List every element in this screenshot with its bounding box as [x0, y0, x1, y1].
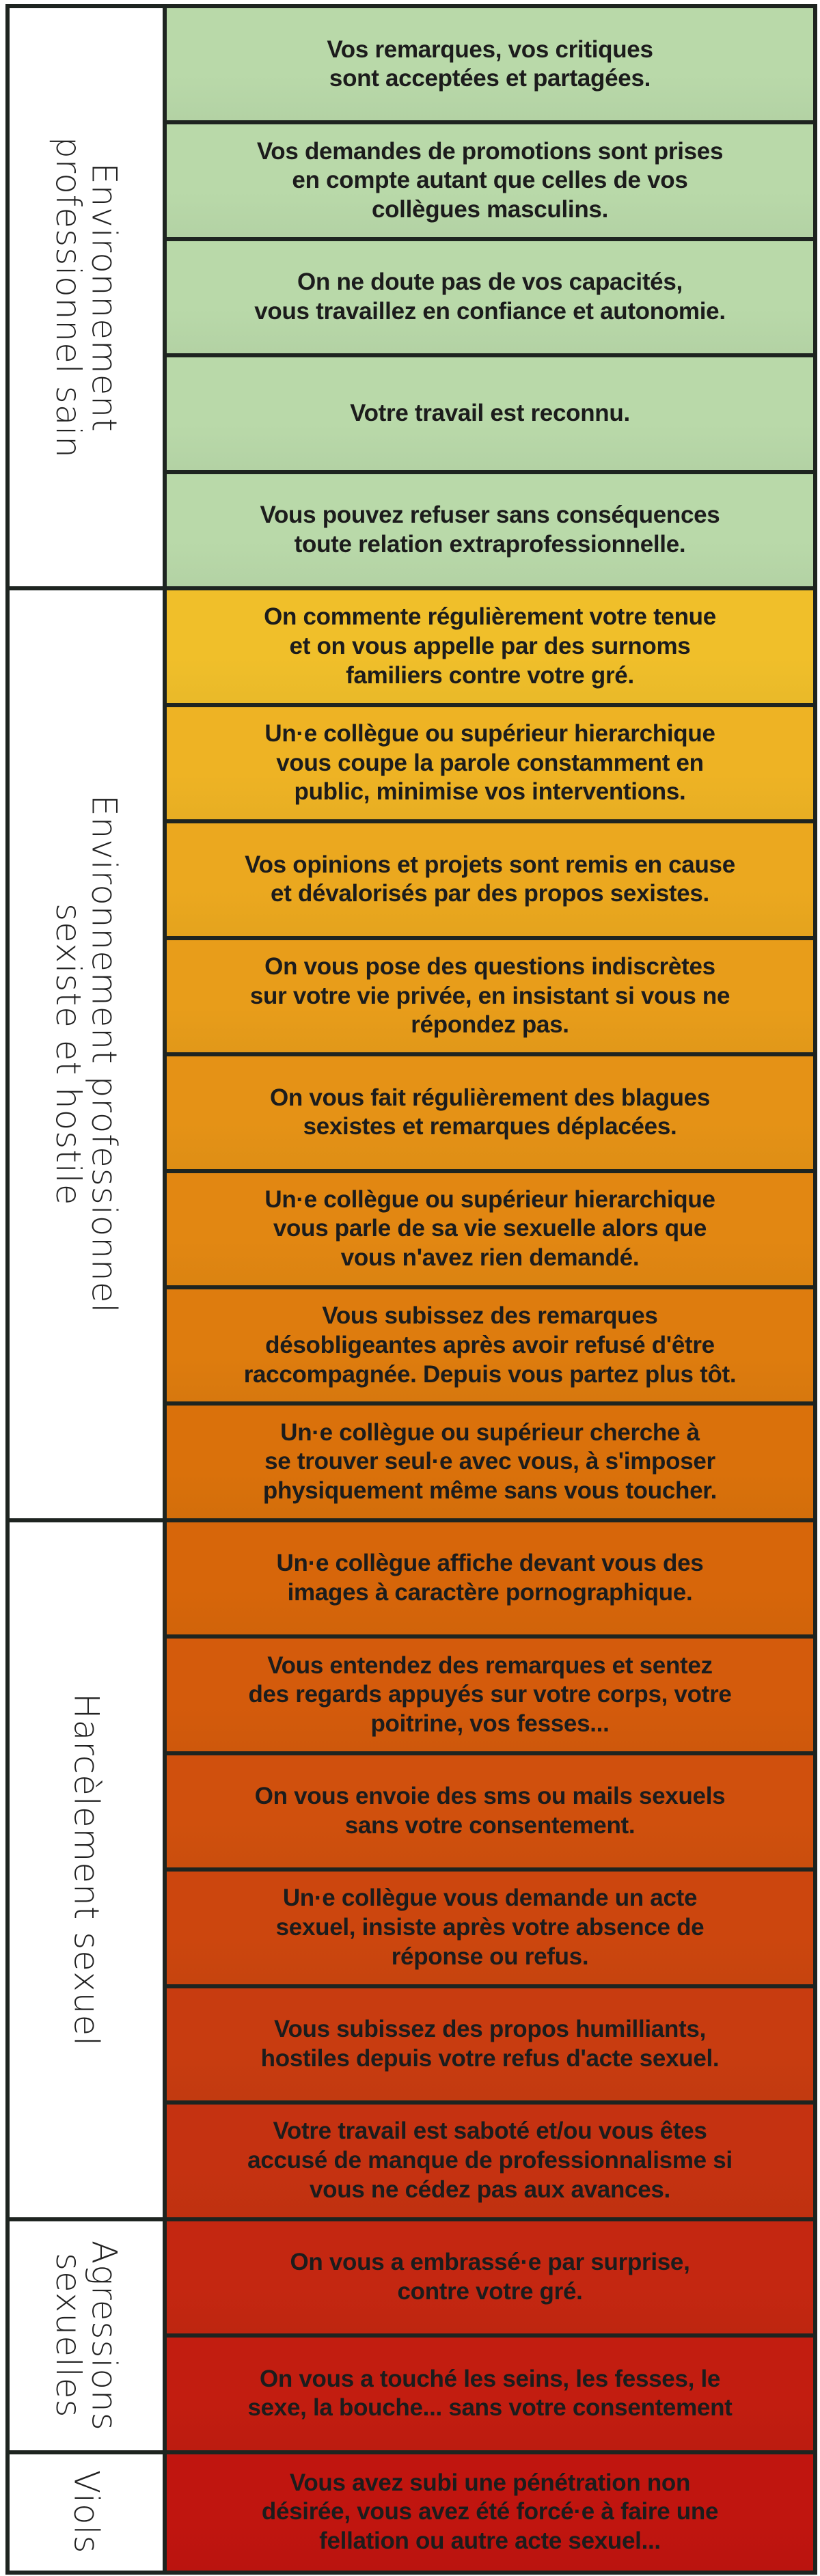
situation-text: On vous fait régulièrement des blagues sexistes et remarques déplacées. — [269, 1084, 711, 1140]
situation-row — [167, 1522, 813, 1639]
situation-text: Vos opinions et projets sont remis en cause et dévalorisés par des propos sexistes. — [245, 851, 735, 907]
category-label-cell — [10, 8, 167, 590]
situation-text: On vous a touché les seins, les fesses, le sexe, la bouche... sans votre consentement — [247, 2365, 733, 2422]
situation-text: Vos demandes de promotions sont prises en compte autant que celles de vos collègues masculins. — [256, 137, 724, 223]
situation-text: Vous subissez des remarques désobligeantes après avoir refusé d'être raccompagnée. Depuis vous partez plus tôt. — [243, 1302, 737, 1388]
situation-text: Un·e collègue ou supérieur hierarchique vous parle de sa vie sexuelle alors que vous n'avez rien demandé. — [264, 1186, 715, 1272]
situation-row — [167, 1755, 813, 1872]
situation-row — [167, 1406, 813, 1522]
situation-text: On vous envoie des sms ou mails sexuels sans votre consentement. — [254, 1783, 726, 1839]
situation-text: Votre travail est reconnu. — [350, 400, 630, 427]
situation-text: Vous subissez des propos humilliants, hostiles depuis votre refus d'acte sexuel. — [260, 2016, 720, 2072]
category-label: Harcèlement sexuel — [66, 1693, 107, 2046]
situation-text: On ne doute pas de vos capacités, vous travaillez en confiance et autonomie. — [254, 269, 726, 325]
situation-text: On vous pose des questions indiscrètes sur votre vie privée, en insistant si vous ne répondez pas. — [249, 953, 730, 1039]
situation-row — [167, 2454, 813, 2571]
category-label: Environnement professionnel sexiste et hostile — [49, 795, 124, 1314]
situation-row — [167, 2221, 813, 2338]
situation-text: Votre travail est saboté et/ou vous êtes accusé de manque de professionnalisme si vous ne cédez pas aux avances. — [247, 2118, 733, 2203]
category-label-cell — [10, 2454, 167, 2571]
situation-row — [167, 474, 813, 590]
situation-row — [167, 823, 813, 940]
situation-text: Vous avez subi une pénétration non désirée, vous avez été forcé·e à faire une fellation ou autre acte sexuel... — [261, 2469, 719, 2555]
situation-text: Vos remarques, vos critiques sont acceptées et partagées. — [327, 36, 653, 92]
situation-row — [167, 357, 813, 474]
situation-row — [167, 2338, 813, 2454]
category-label: Environnement professionnel sain — [49, 136, 124, 458]
situation-row — [167, 1056, 813, 1173]
violence-scale-table — [5, 4, 817, 2575]
category-label-cell — [10, 590, 167, 1522]
situation-row — [167, 124, 813, 241]
situation-row — [167, 8, 813, 124]
situation-text: Un·e collègue ou supérieur cherche à se trouver seul·e avec vous, à s'imposer physiquement même sans vous toucher. — [262, 1419, 718, 1505]
situation-row — [167, 707, 813, 823]
situation-text: Un·e collègue vous demande un acte sexuel, insiste après votre absence de réponse ou refus. — [275, 1885, 705, 1970]
situation-row — [167, 2105, 813, 2221]
situation-text: Un·e collègue ou supérieur hierarchique vous coupe la parole constamment en public, minimise vos interventions. — [264, 720, 715, 806]
situation-text: Vous entendez des remarques et sentez des regards appuyés sur votre corps, votre poitrine, vos fesses... — [248, 1652, 732, 1737]
category-label-cell — [10, 2221, 167, 2454]
category-label: Viols — [66, 2470, 107, 2555]
category-label-cell — [10, 1522, 167, 2221]
situation-text: On vous a embrassé·e par surprise, contre votre gré. — [290, 2249, 690, 2305]
situation-text: Vous pouvez refuser sans conséquences toute relation extraprofessionnelle. — [260, 502, 720, 558]
situation-text: On commente régulièrement votre tenue et on vous appelle par des surnoms familiers contre votre gré. — [264, 603, 716, 689]
situation-row — [167, 590, 813, 707]
situation-row — [167, 1988, 813, 2105]
situation-row — [167, 940, 813, 1056]
situation-row — [167, 1872, 813, 1988]
situation-text: Un·e collègue affiche devant vous des images à caractère pornographique. — [276, 1550, 704, 1606]
category-label: Agressions sexuelles — [49, 2240, 124, 2431]
situation-row — [167, 241, 813, 357]
situation-row — [167, 1289, 813, 1406]
situation-row — [167, 1639, 813, 1755]
situation-row — [167, 1173, 813, 1289]
